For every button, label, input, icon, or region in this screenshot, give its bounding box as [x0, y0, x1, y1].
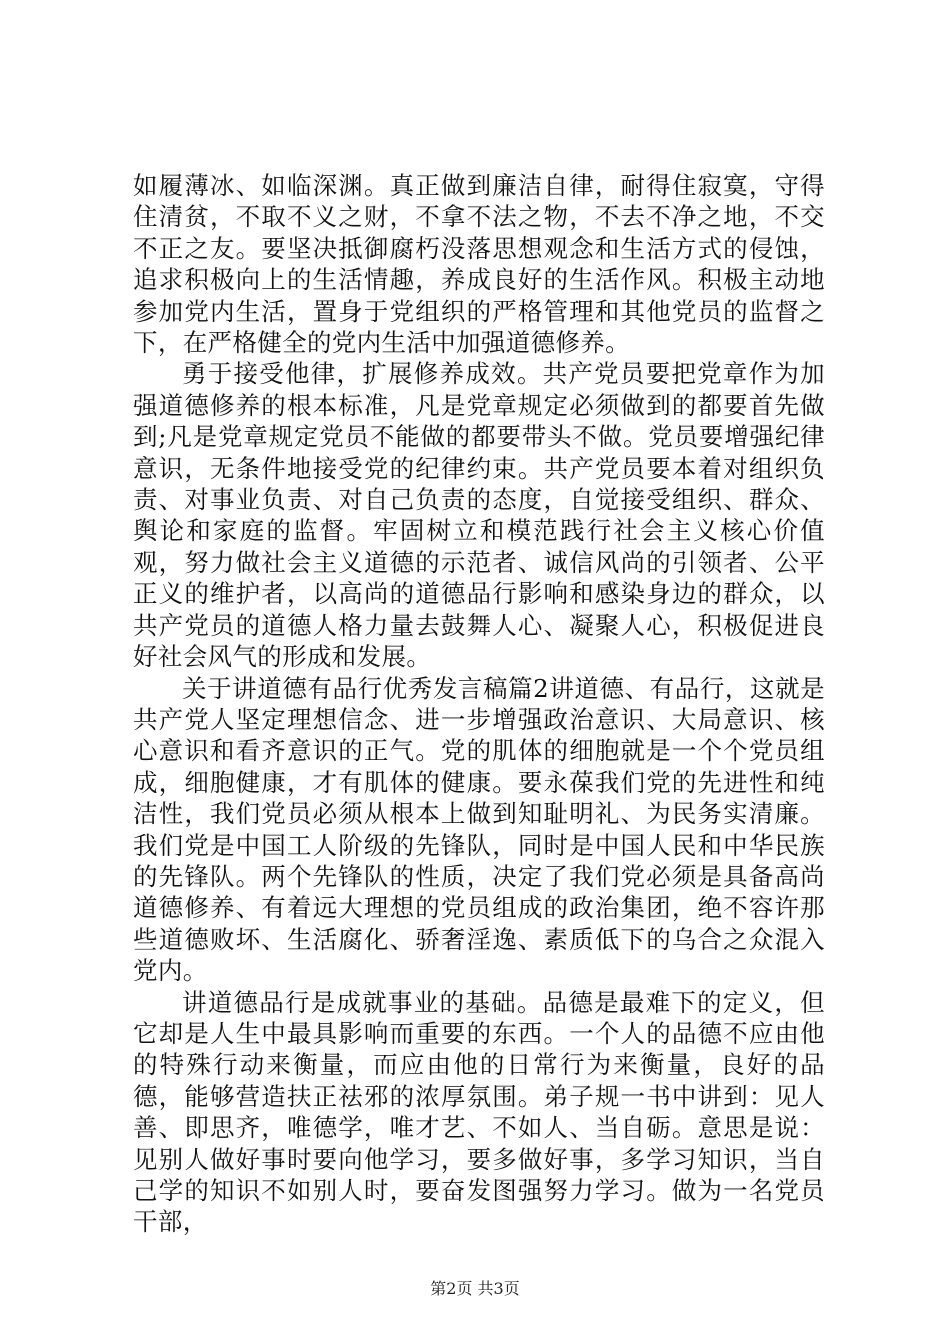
paragraph-2: 勇于接受他律，扩展修养成效。共产党员要把党章作为加强道德修养的根本标准，凡是党章规定必须做到的都要首先做到;凡是党章规定党员不能做的都要带头不做。党员要增强纪律意识，无条件地接受党的纪律约束。共产党员要本着对组织负责、对事业负责、对自己负责的态度，自觉接受组织、群众、舆论和家庭的监督。牢固树立和模范践行社会主义核心价值观，努力做社会主义道德的示范者、诚信风尚的引领者、公平正义的维护者，以高尚的道德品行影响和感染身边的群众，以共产党员的道德人格力量去鼓舞人心、凝聚人心，积极促进良好社会风气的形成和发展。	[133, 359, 825, 672]
paragraph-3: 关于讲道德有品行优秀发言稿篇2讲道德、有品行，这就是共产党人坚定理想信念、进一步增强政治意识、大局意识、核心意识和看齐意识的正气。党的肌体的细胞就是一个个党员组成，细胞健康，才有肌体的健康。要永葆我们党的先进性和纯洁性，我们党员必须从根本上做到知耻明礼、为民务实清廉。我们党是中国工人阶级的先锋队，同时是中国人民和中华民族的先锋队。两个先锋队的性质，决定了我们党必须是具备高尚道德修养、有着远大理想的党员组成的政治集团，绝不容许那些道德败坏、生活腐化、骄奢淫逸、素质低下的乌合之众混入党内。	[133, 673, 825, 986]
paragraph-4: 讲道德品行是成就事业的基础。品德是最难下的定义，但它却是人生中最具影响而重要的东西。一个人的品德不应由他的特殊行动来衡量，而应由他的日常行为来衡量，良好的品德，能够营造扶正祛邪的浓厚氛围。弟子规一书中讲到：见人善、即思齐，唯德学，唯才艺、不如人、当自砺。意思是说：见别人做好事时要向他学习，要多做好事，多学习知识，当自己学的知识不如别人时，要奋发图强努力学习。做为一名党员干部，	[133, 987, 825, 1237]
page-footer: 第2页 共3页	[430, 1279, 520, 1298]
paragraph-1: 如履薄冰、如临深渊。真正做到廉洁自律，耐得住寂寞，守得住清贫，不取不义之财，不拿不法之物，不去不净之地，不交不正之友。要坚决抵御腐朽没落思想观念和生活方式的侵蚀，追求积极向上的生活情趣，养成良好的生活作风。积极主动地参加党内生活，置身于党组织的严格管理和其他党员的监督之下，在严格健全的党内生活中加强道德修养。	[133, 171, 825, 358]
body-text	[133, 170, 825, 1238]
